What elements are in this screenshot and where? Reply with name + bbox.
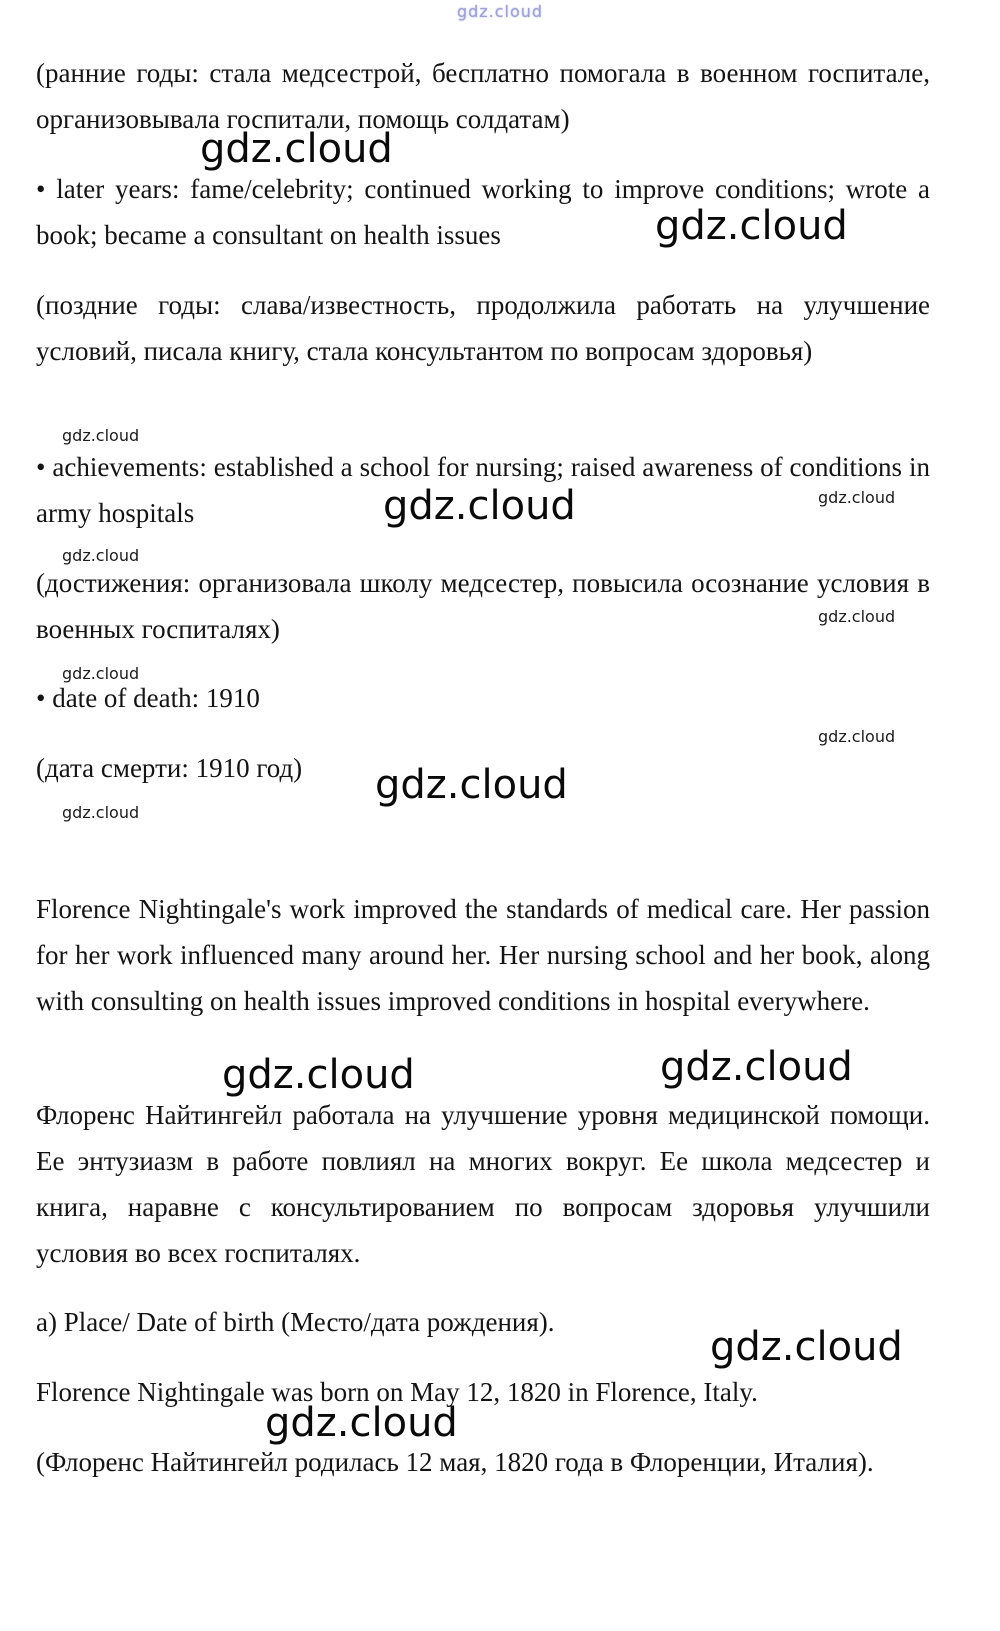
paragraph-date-of-death-ru: (дата смерти: 1910 год) [36,753,303,783]
paragraph-achievements-en: • achievements: established a school for nursing; raised awareness of conditions in army hospitals [36,452,930,528]
watermark-gdz-cloud-small-2: gdz.cloud [818,488,896,507]
watermark-gdz-cloud-1: gdz.cloud [200,126,393,172]
watermark-gdz-cloud-small-7: gdz.cloud [62,803,140,822]
watermark-gdz-cloud-4: gdz.cloud [375,762,568,808]
watermark-gdz-cloud-7: gdz.cloud [710,1324,903,1370]
paragraph-date-of-death-en: • date of death: 1910 [36,683,260,713]
watermark-gdz-cloud-small-5: gdz.cloud [62,664,140,683]
paragraph-summary-ru: Флоренс Найтингейл работала на улучшение уровня медицинской помощи. Ее энтузиазм в работе повлиял на многих вокруг. Ее школа медсестер и книга, наравне с консультированием по вопросам здоровья улучшили условия во всех госпиталях. [36,1100,930,1268]
paragraph-early-years-ru: (ранние годы: стала медсестрой, бесплатно помогала в военном госпитале, организовывала госпитали, помощь солдатам) [36,58,930,134]
watermark-gdz-cloud-small-3: gdz.cloud [62,546,140,565]
watermark-gdz-cloud-small-1: gdz.cloud [62,426,140,445]
paragraph-achievements-ru: (достижения: организовала школу медсестер, повысила осознание условия в военных госпиталях) [36,568,930,644]
paragraph-summary-en: Florence Nightingale's work improved the standards of medical care. Her passion for her work influenced many around her. Her nursing school and her book, along with consulting on health issues improved conditions in hospital everywhere. [36,894,930,1016]
watermark-gdz-cloud-2: gdz.cloud [655,203,848,249]
watermark-top-gdz-cloud: gdz.cloud [456,2,544,21]
paragraph-later-years-en: • later years: fame/celebrity; continued working to improve conditions; wrote a book; became a consultant on health issues [36,174,930,250]
paragraph-place-date-of-birth-heading: a) Place/ Date of birth (Место/дата рождения). [36,1307,555,1337]
watermark-gdz-cloud-6: gdz.cloud [660,1044,853,1090]
paragraph-birth-en: Florence Nightingale was born on May 12, 1820 in Florence, Italy. [36,1377,758,1407]
watermark-gdz-cloud-small-6: gdz.cloud [818,727,896,746]
watermark-gdz-cloud-5: gdz.cloud [222,1052,415,1098]
watermark-gdz-cloud-3: gdz.cloud [383,483,576,529]
paragraph-birth-ru: (Флоренс Найтингейл родилась 12 мая, 1820 года в Флоренции, Италия). [36,1447,874,1477]
watermark-gdz-cloud-small-4: gdz.cloud [818,607,896,626]
watermark-gdz-cloud-8: gdz.cloud [265,1400,458,1446]
paragraph-later-years-ru: (поздние годы: слава/известность, продолжила работать на улучшение условий, писала книгу, стала консультантом по вопросам здоровья) [36,290,930,366]
